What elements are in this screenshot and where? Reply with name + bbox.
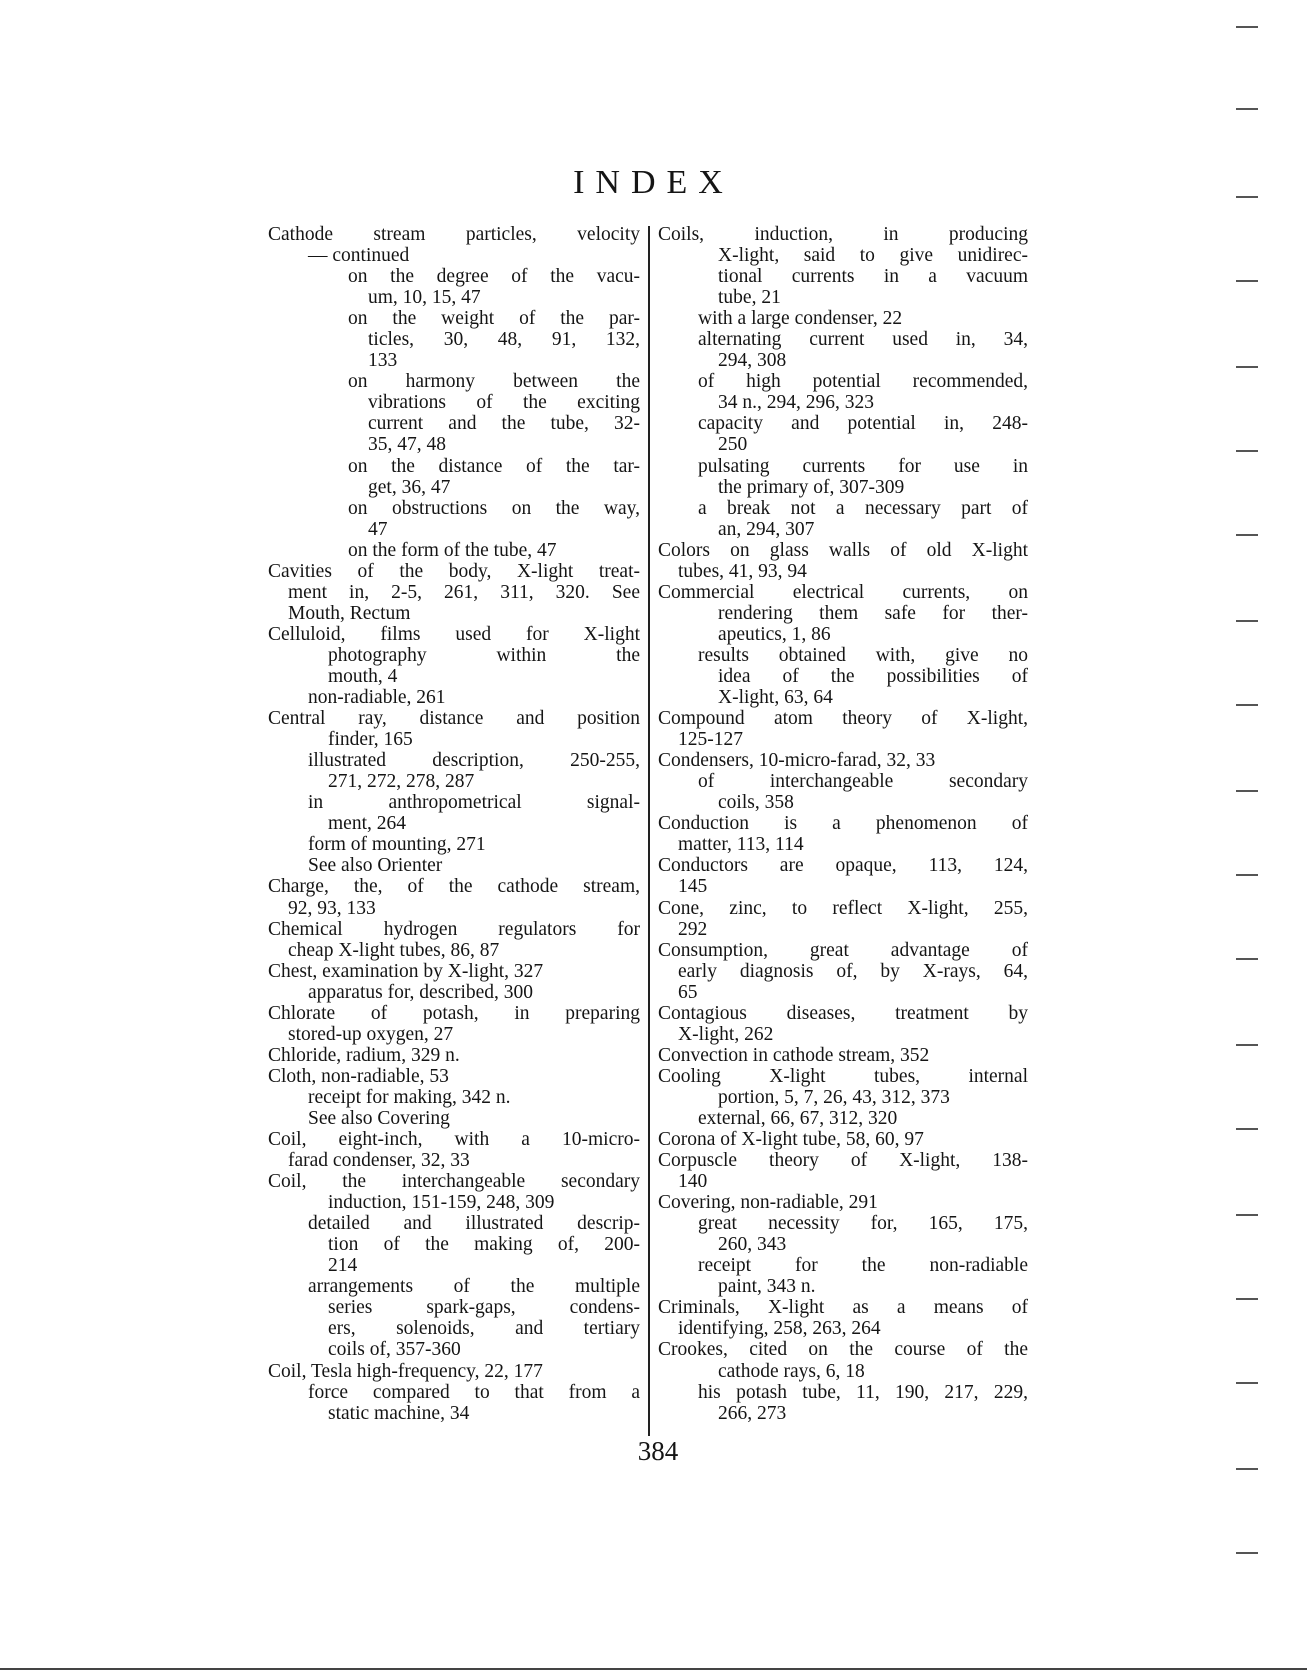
index-subentry: 34 n., 294, 296, 323 (718, 392, 874, 414)
index-entry: Coil, Tesla high-frequency, 22, 177 (268, 1360, 543, 1382)
index-subentry: receipt for the non-radiable (698, 1255, 1028, 1277)
index-subentry: tion of the making of, 200- (328, 1234, 640, 1256)
index-subentry: capacity and potential in, 248- (698, 413, 1028, 435)
index-subentry: See also Covering (308, 1107, 450, 1129)
index-entry: Coil, eight-inch, with a 10-micro- (268, 1129, 640, 1151)
margin-mark (1236, 1468, 1258, 1470)
index-subentry: in anthropometrical signal- (308, 792, 640, 814)
index-entry: Conductors are opaque, 113, 124, (658, 855, 1028, 877)
index-subentry: cathode rays, 6, 18 (718, 1360, 865, 1382)
index-subentry: on the degree of the vacu- (348, 266, 640, 288)
index-subentry: receipt for making, 342 n. (308, 1086, 511, 1108)
index-subentry: get, 36, 47 (368, 476, 451, 498)
index-column-right (658, 224, 1028, 1424)
index-subentry: early diagnosis of, by X-rays, 64, (678, 960, 1028, 982)
index-entry: Charge, the, of the cathode stream, (268, 876, 640, 898)
margin-mark (1236, 26, 1258, 28)
index-subentry: non-radiable, 261 (308, 687, 446, 709)
index-subentry: ers, solenoids, and tertiary (328, 1318, 640, 1340)
index-subentry: great necessity for, 165, 175, (698, 1213, 1028, 1235)
margin-mark (1236, 1128, 1258, 1130)
index-subentry: um, 10, 15, 47 (368, 287, 481, 309)
index-subentry: on the distance of the tar- (348, 455, 640, 477)
margin-mark (1236, 280, 1258, 282)
index-subentry: 294, 308 (718, 350, 787, 372)
index-entry: Conduction is a phenomenon of (658, 813, 1028, 835)
index-entry: Chlorate of potash, in preparing (268, 1002, 640, 1024)
index-subentry: cheap X-light tubes, 86, 87 (288, 939, 500, 961)
index-subentry: ment, 264 (328, 813, 406, 835)
index-subentry: tubes, 41, 93, 94 (678, 560, 807, 582)
index-subentry: finder, 165 (328, 729, 413, 751)
index-subentry: form of mounting, 271 (308, 834, 486, 856)
index-subentry: — continued (308, 245, 410, 267)
index-subentry: tube, 21 (718, 287, 781, 309)
index-entry: Corpuscle theory of X-light, 138- (658, 1150, 1028, 1172)
margin-mark (1236, 874, 1258, 876)
index-entry: Crookes, cited on the course of the (658, 1339, 1028, 1361)
index-subentry: 250 (718, 434, 748, 456)
index-subentry: coils, 358 (718, 792, 794, 814)
index-entry: Cloth, non-radiable, 53 (268, 1065, 449, 1087)
index-entry: Criminals, X-light as a means of (658, 1297, 1028, 1319)
index-entry: Cooling X-light tubes, internal (658, 1065, 1028, 1087)
index-column-left (268, 224, 640, 1424)
index-subentry: the primary of, 307-309 (718, 476, 905, 498)
index-subentry: detailed and illustrated descrip- (308, 1213, 640, 1235)
margin-mark (1236, 1382, 1258, 1384)
index-subentry: 214 (328, 1255, 358, 1277)
margin-mark (1236, 196, 1258, 198)
index-entry: Coils, induction, in producing (658, 224, 1028, 245)
index-subentry: on the weight of the par- (348, 308, 640, 330)
index-subentry: 35, 47, 48 (368, 434, 446, 456)
margin-mark (1236, 1552, 1258, 1554)
page-title: INDEX (573, 164, 734, 201)
index-subentry: a break not a necessary part of (698, 497, 1028, 519)
index-subentry: on obstructions on the way, (348, 497, 640, 519)
index-entry: Convection in cathode stream, 352 (658, 1044, 930, 1066)
index-subentry: portion, 5, 7, 26, 43, 312, 373 (718, 1086, 950, 1108)
index-subentry: vibrations of the exciting (368, 392, 640, 414)
index-subentry: See also Orienter (308, 855, 443, 877)
index-subentry: of high potential recommended, (698, 371, 1028, 393)
margin-mark (1236, 450, 1258, 452)
index-subentry: arrangements of the multiple (308, 1276, 640, 1298)
index-entry: Consumption, great advantage of (658, 939, 1028, 961)
index-subentry: illustrated description, 250-255, (308, 750, 640, 772)
index-subentry: tional currents in a vacuum (718, 266, 1028, 288)
index-subentry: 133 (368, 350, 398, 372)
margin-mark (1236, 108, 1258, 110)
index-subentry: 266, 273 (718, 1402, 787, 1424)
index-subentry: induction, 151-159, 248, 309 (328, 1192, 555, 1214)
index-subentry: 145 (678, 876, 708, 898)
index-subentry: on harmony between the (348, 371, 640, 393)
index-subentry: photography within the (328, 644, 640, 666)
index-entry: Chemical hydrogen regulators for (268, 918, 640, 940)
index-subentry: X-light, 63, 64 (718, 687, 833, 709)
margin-mark (1236, 790, 1258, 792)
index-entry: Corona of X-light tube, 58, 60, 97 (658, 1129, 924, 1151)
index-entry: Colors on glass walls of old X-light (658, 539, 1028, 561)
margin-mark (1236, 534, 1258, 536)
index-subentry: 271, 272, 278, 287 (328, 771, 475, 793)
index-subentry: identifying, 258, 263, 264 (678, 1318, 881, 1340)
index-subentry: idea of the possibilities of (718, 665, 1028, 687)
index-subentry: 260, 343 (718, 1234, 787, 1256)
index-subentry: an, 294, 307 (718, 518, 815, 540)
index-subentry: stored-up oxygen, 27 (288, 1023, 454, 1045)
index-subentry: his potash tube, 11, 190, 217, 229, (698, 1381, 1028, 1403)
index-subentry: static machine, 34 (328, 1402, 470, 1424)
index-subentry: matter, 113, 114 (678, 834, 804, 856)
index-subentry: 47 (368, 518, 388, 540)
index-subentry: X-light, 262 (678, 1023, 774, 1045)
margin-mark (1236, 1044, 1258, 1046)
index-entry: Contagious diseases, treatment by (658, 1002, 1028, 1024)
index-subentry: series spark-gaps, condens- (328, 1297, 640, 1319)
index-entry: Covering, non-radiable, 291 (658, 1192, 878, 1214)
margin-mark (1236, 366, 1258, 368)
index-entry: Cone, zinc, to reflect X-light, 255, (658, 897, 1028, 919)
index-subentry: paint, 343 n. (718, 1276, 816, 1298)
index-subentry: ticles, 30, 48, 91, 132, (368, 329, 640, 351)
index-subentry: apeutics, 1, 86 (718, 623, 831, 645)
index-entry: Condensers, 10-micro-farad, 32, 33 (658, 750, 936, 772)
index-subentry: 140 (678, 1171, 708, 1193)
index-subentry: X-light, said to give unidirec- (718, 245, 1028, 267)
index-entry: Cavities of the body, X-light treat- (268, 560, 640, 582)
index-subentry: mouth, 4 (328, 665, 398, 687)
index-subentry: external, 66, 67, 312, 320 (698, 1107, 898, 1129)
margin-mark (1236, 1214, 1258, 1216)
index-subentry: force compared to that from a (308, 1381, 640, 1403)
index-subentry: ment in, 2-5, 261, 311, 320. See (288, 581, 640, 603)
index-subentry: 65 (678, 981, 698, 1003)
index-subentry: current and the tube, 32- (368, 413, 640, 435)
margin-mark (1236, 620, 1258, 622)
index-subentry: results obtained with, give no (698, 644, 1028, 666)
index-subentry: with a large condenser, 22 (698, 308, 903, 330)
index-subentry: Mouth, Rectum (288, 602, 411, 624)
index-entry: Chest, examination by X-light, 327 (268, 960, 544, 982)
column-divider (648, 226, 650, 1436)
index-entry: Chloride, radium, 329 n. (268, 1044, 460, 1066)
index-subentry: rendering them safe for ther- (718, 602, 1028, 624)
index-subentry: coils of, 357-360 (328, 1339, 461, 1361)
index-subentry: of interchangeable secondary (698, 771, 1028, 793)
index-entry: Commercial electrical currents, on (658, 581, 1028, 603)
index-entry: Compound atom theory of X-light, (658, 708, 1028, 730)
index-entry: Cathode stream particles, velocity (268, 224, 640, 245)
page-number: 384 (637, 1436, 679, 1466)
index-entry: Celluloid, films used for X-light (268, 623, 640, 645)
index-subentry: alternating current used in, 34, (698, 329, 1028, 351)
index-subentry: farad condenser, 32, 33 (288, 1150, 470, 1172)
index-subentry: apparatus for, described, 300 (308, 981, 534, 1003)
scan-edge-line (0, 1668, 1307, 1670)
index-subentry: 92, 93, 133 (288, 897, 376, 919)
margin-mark (1236, 1298, 1258, 1300)
index-subentry: on the form of the tube, 47 (348, 539, 557, 561)
index-subentry: pulsating currents for use in (698, 455, 1028, 477)
index-subentry: 292 (678, 918, 708, 940)
index-entry: Central ray, distance and position (268, 708, 640, 730)
margin-mark (1236, 704, 1258, 706)
index-entry: Coil, the interchangeable secondary (268, 1171, 640, 1193)
index-subentry: 125-127 (678, 729, 743, 751)
margin-mark (1236, 958, 1258, 960)
